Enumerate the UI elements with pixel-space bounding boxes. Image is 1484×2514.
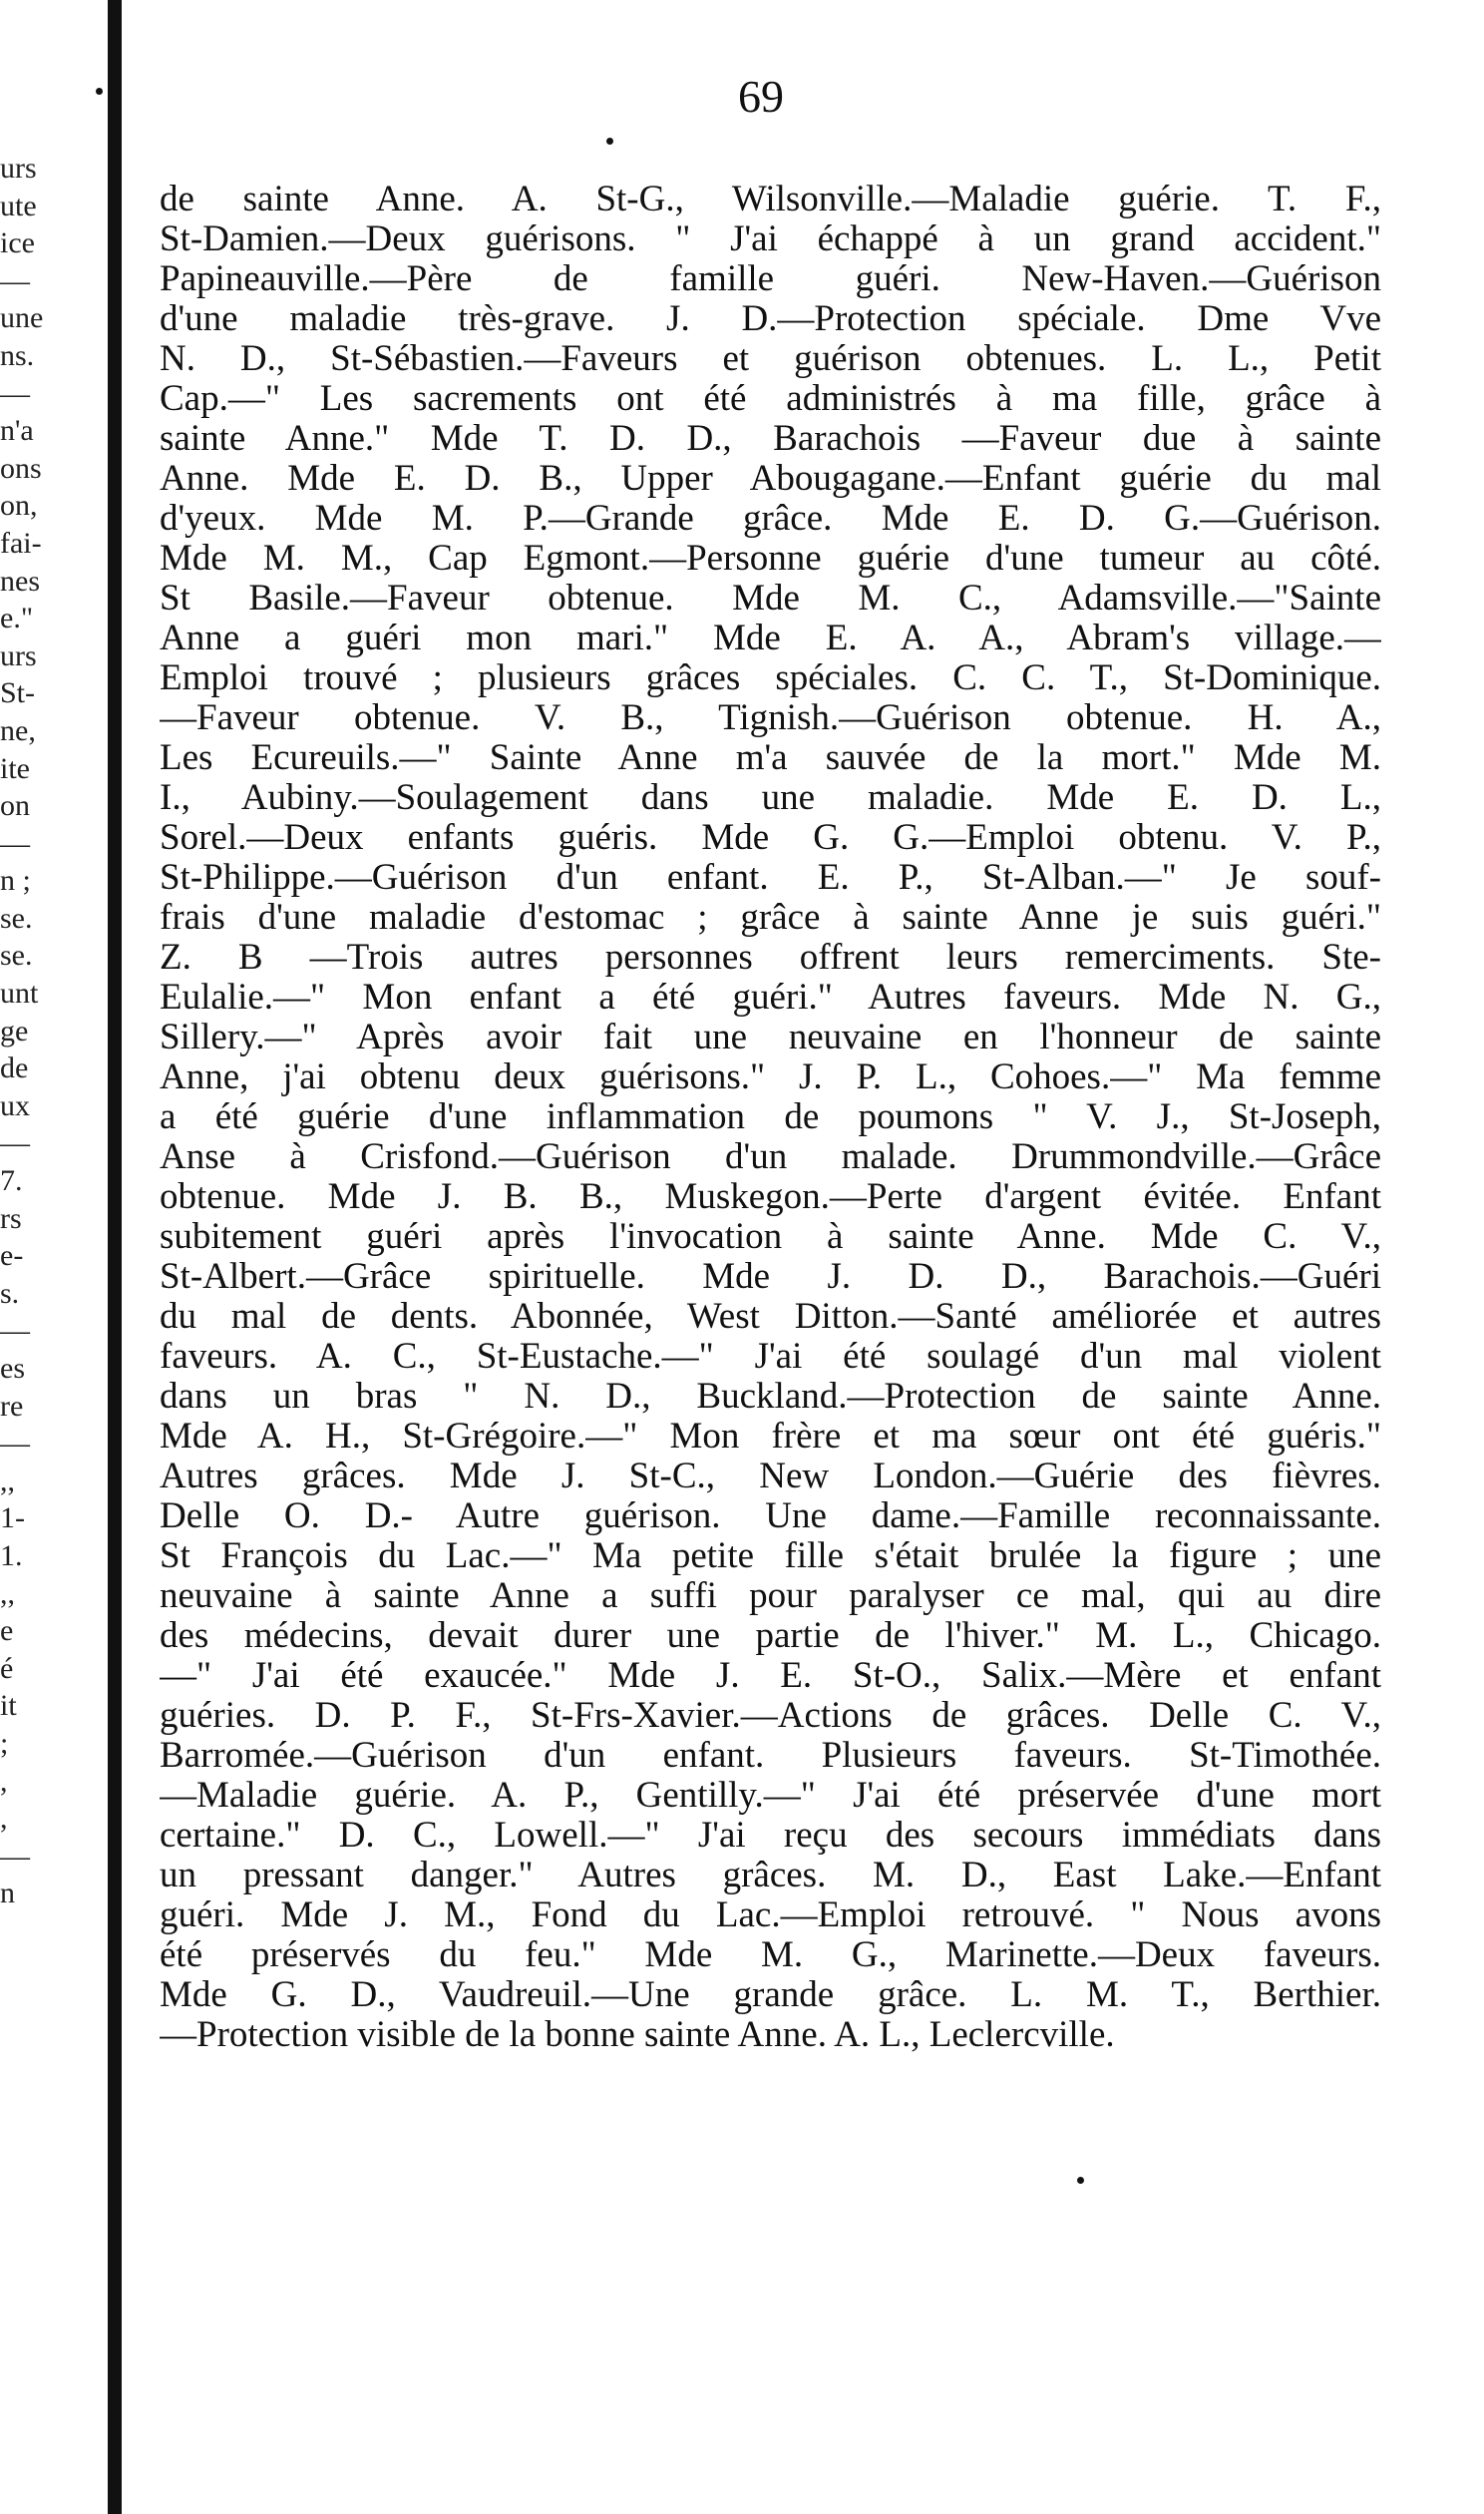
- previous-page-margin-fragments: [0, 150, 100, 2195]
- text-line: certaine." D. C., Lowell.—" J'ai reçu des secours immédiats dans: [160, 1816, 1381, 1856]
- text-line: sainte Anne." Mde T. D. D., Barachois —Faveur due à sainte: [160, 419, 1381, 459]
- margin-fragment: fai-: [0, 526, 42, 560]
- text-line: subitement guéri après l'invocation à sainte Anne. Mde C. V.,: [160, 1217, 1381, 1257]
- margin-fragment: ,,: [0, 1464, 15, 1497]
- margin-fragment: 1-: [0, 1501, 25, 1535]
- text-line: Mde G. D., Vaudreuil.—Une grande grâce. L. M. T., Berthier.: [160, 1975, 1381, 2015]
- margin-fragment: 7.: [0, 1164, 23, 1198]
- text-line: Anse à Crisfond.—Guérison d'un malade. Drummondville.—Grâce: [160, 1137, 1381, 1177]
- margin-fragment: ,: [0, 1764, 8, 1798]
- text-line: St-Damien.—Deux guérisons. " J'ai échappé à un grand accident.": [160, 219, 1381, 259]
- text-line: Mde A. H., St-Grégoire.—" Mon frère et ma sœur ont été guéris.": [160, 1417, 1381, 1457]
- text-line: obtenue. Mde J. B. B., Muskegon.—Perte d'argent évitée. Enfant: [160, 1177, 1381, 1217]
- body-text: [160, 180, 1381, 2055]
- text-line: Sorel.—Deux enfants guéris. Mde G. G.—Emploi obtenu. V. P.,: [160, 818, 1381, 858]
- text-line: St Basile.—Faveur obtenue. Mde M. C., Adamsville.—"Sainte: [160, 579, 1381, 619]
- margin-fragment: ,: [0, 1802, 8, 1836]
- text-line: Z. B —Trois autres personnes offrent leurs remerciments. Ste-: [160, 938, 1381, 978]
- text-line: —Maladie guérie. A. P., Gentilly.—" J'ai été préservée d'une mort: [160, 1776, 1381, 1816]
- margin-fragment: es: [0, 1352, 25, 1385]
- margin-fragment: 1.: [0, 1538, 23, 1572]
- text-line: Mde M. M., Cap Egmont.—Personne guérie d'une tumeur au côté.: [160, 539, 1381, 579]
- text-line: St-Philippe.—Guérison d'un enfant. E. P., St-Alban.—" Je souf-: [160, 858, 1381, 898]
- margin-fragment: urs: [0, 638, 37, 672]
- margin-fragment: se.: [0, 901, 33, 935]
- margin-fragment: e: [0, 1614, 14, 1648]
- margin-fragment: —: [0, 1314, 30, 1348]
- page-number: 69: [738, 71, 784, 122]
- text-line: Eulalie.—" Mon enfant a été guéri." Autres faveurs. Mde N. G.,: [160, 978, 1381, 1018]
- text-line: I., Aubiny.—Soulagement dans une maladie. Mde E. D. L.,: [160, 778, 1381, 818]
- text-line: Anne, j'ai obtenu deux guérisons." J. P. L., Cohoes.—" Ma femme: [160, 1057, 1381, 1097]
- text-line: Barromée.—Guérison d'un enfant. Plusieurs faveurs. St-Timothée.: [160, 1736, 1381, 1776]
- margin-fragment: é: [0, 1651, 14, 1685]
- margin-fragment: on: [0, 789, 30, 823]
- text-line: Anne a guéri mon mari." Mde E. A. A., Abram's village.—: [160, 619, 1381, 658]
- margin-fragment: ite: [0, 751, 30, 785]
- margin-fragment: St-: [0, 676, 36, 710]
- margin-fragment: n ;: [0, 864, 31, 898]
- margin-fragment: ,,: [0, 1576, 15, 1610]
- text-line: faveurs. A. C., St-Eustache.—" J'ai été soulagé d'un mal violent: [160, 1337, 1381, 1377]
- margin-fragment: re: [0, 1389, 24, 1423]
- margin-fragment: ice: [0, 226, 35, 260]
- margin-fragment: —: [0, 376, 30, 410]
- margin-fragment: ;: [0, 1726, 9, 1760]
- margin-fragment: ne,: [0, 713, 36, 747]
- margin-fragment: ons: [0, 451, 42, 485]
- text-line: Les Ecureuils.—" Sainte Anne m'a sauvée de la mort." Mde M.: [160, 738, 1381, 778]
- text-line: —Protection visible de la bonne sainte Anne. A. L., Leclercville.: [160, 2015, 1115, 2055]
- margin-fragment: —: [0, 263, 30, 297]
- page-speck: [96, 88, 103, 95]
- text-line: dans un bras " N. D., Buckland.—Protection de sainte Anne.: [160, 1377, 1381, 1417]
- margin-fragment: ux: [0, 1088, 30, 1122]
- text-line: des médecins, devait durer une partie de l'hiver." M. L., Chicago.: [160, 1616, 1381, 1656]
- margin-fragment: urs: [0, 152, 37, 185]
- text-line: St François du Lac.—" Ma petite fille s'était brulée la figure ; une: [160, 1536, 1381, 1576]
- margin-fragment: n: [0, 1877, 15, 1910]
- book-spine-gutter: [108, 0, 122, 2514]
- text-line: Anne. Mde E. D. B., Upper Abougagane.—Enfant guérie du mal: [160, 459, 1381, 499]
- margin-fragment: e-: [0, 1239, 24, 1273]
- text-line: Emploi trouvé ; plusieurs grâces spéciales. C. C. T., St-Dominique.: [160, 658, 1381, 698]
- margin-fragment: —: [0, 826, 30, 860]
- margin-fragment: s.: [0, 1276, 20, 1310]
- text-line: Delle O. D.- Autre guérison. Une dame.—Famille reconnaissante.: [160, 1496, 1381, 1536]
- margin-fragment: —: [0, 1427, 30, 1461]
- text-line: frais d'une maladie d'estomac ; grâce à sainte Anne je suis guéri.": [160, 898, 1381, 938]
- margin-fragment: —: [0, 1839, 30, 1873]
- margin-fragment: de: [0, 1051, 29, 1085]
- text-line: Sillery.—" Après avoir fait une neuvaine en l'honneur de sainte: [160, 1018, 1381, 1057]
- text-line: Autres grâces. Mde J. St-C., New London.—Guérie des fièvres.: [160, 1457, 1381, 1496]
- margin-fragment: unt: [0, 977, 39, 1011]
- text-line: guéries. D. P. F., St-Frs-Xavier.—Actions de grâces. Delle C. V.,: [160, 1696, 1381, 1736]
- margin-fragment: nes: [0, 564, 40, 598]
- text-line: Cap.—" Les sacrements ont été administrés à ma fille, grâce à: [160, 379, 1381, 419]
- text-line: N. D., St-Sébastien.—Faveurs et guérison obtenues. L. L., Petit: [160, 339, 1381, 379]
- text-line: été préservés du feu." Mde M. G., Marinette.—Deux faveurs.: [160, 1935, 1381, 1975]
- text-line: de sainte Anne. A. St-G., Wilsonville.—Maladie guérie. T. F.,: [160, 180, 1381, 219]
- margin-fragment: ns.: [0, 338, 35, 372]
- margin-fragment: it: [0, 1689, 17, 1723]
- page-speck: [1077, 2177, 1084, 2184]
- margin-fragment: ute: [0, 189, 37, 222]
- margin-fragment: rs: [0, 1201, 22, 1235]
- text-line: du mal de dents. Abonnée, West Ditton.—Santé améliorée et autres: [160, 1297, 1381, 1337]
- margin-fragment: ge: [0, 1014, 29, 1048]
- text-line: a été guérie d'une inflammation de poumons " V. J., St-Joseph,: [160, 1097, 1381, 1137]
- text-line: St-Albert.—Grâce spirituelle. Mde J. D. D., Barachois.—Guéri: [160, 1257, 1381, 1297]
- margin-fragment: e.": [0, 602, 34, 635]
- page-speck: [606, 138, 613, 145]
- text-line: d'yeux. Mde M. P.—Grande grâce. Mde E. D. G.—Guérison.: [160, 499, 1381, 539]
- margin-fragment: on,: [0, 489, 38, 523]
- text-line: —Faveur obtenue. V. B., Tignish.—Guérison obtenue. H. A.,: [160, 698, 1381, 738]
- margin-fragment: —: [0, 1126, 30, 1160]
- margin-fragment: une: [0, 301, 44, 335]
- margin-fragment: n'a: [0, 414, 34, 448]
- text-line: un pressant danger." Autres grâces. M. D., East Lake.—Enfant: [160, 1856, 1381, 1895]
- text-line: d'une maladie très-grave. J. D.—Protection spéciale. Dme Vve: [160, 299, 1381, 339]
- text-line: guéri. Mde J. M., Fond du Lac.—Emploi retrouvé. " Nous avons: [160, 1895, 1381, 1935]
- text-line: neuvaine à sainte Anne a suffi pour paralyser ce mal, qui au dire: [160, 1576, 1381, 1616]
- text-line: Papineauville.—Père de famille guéri. New-Haven.—Guérison: [160, 259, 1381, 299]
- margin-fragment: se.: [0, 939, 33, 973]
- text-line: —" J'ai été exaucée." Mde J. E. St-O., Salix.—Mère et enfant: [160, 1656, 1381, 1696]
